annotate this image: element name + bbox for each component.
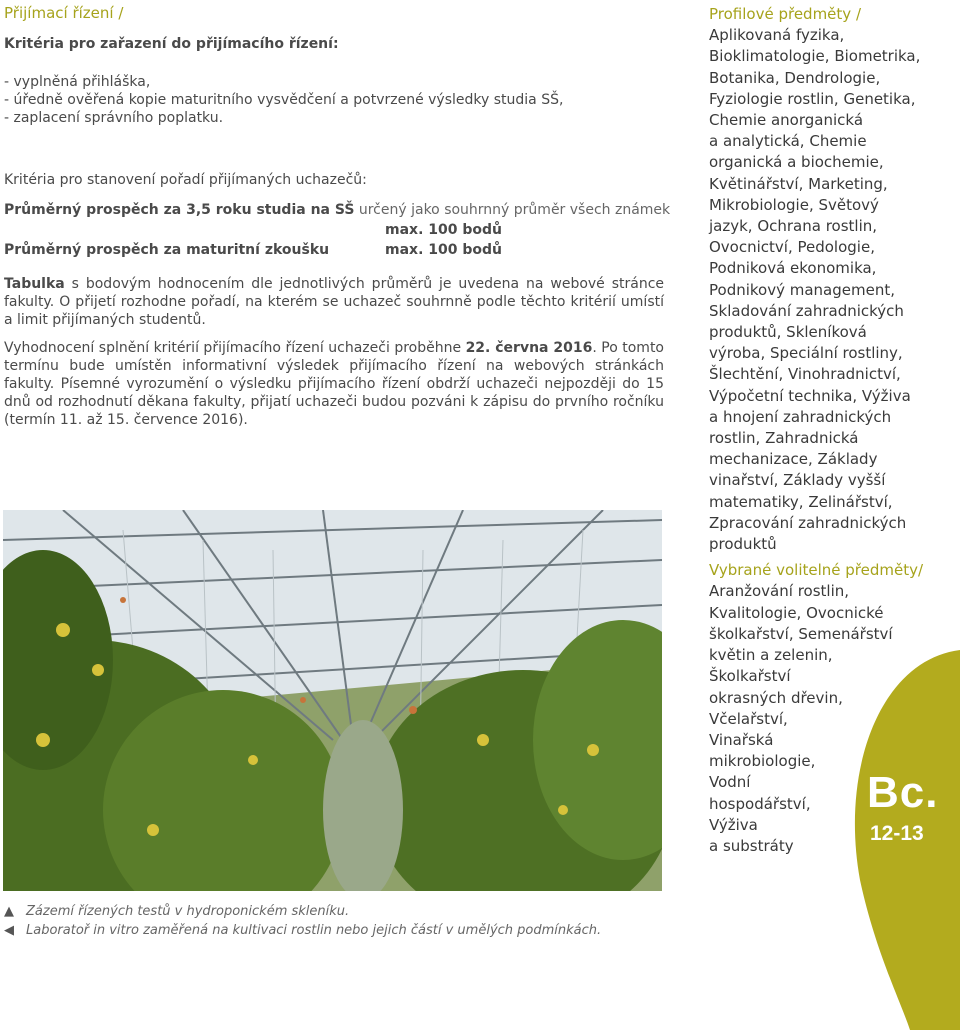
ranking-row-label: Průměrný prospěch za maturitní zkoušku [4, 242, 330, 258]
ranking-row-label: Průměrný prospěch za 3,5 roku studia na SŠ [4, 202, 355, 218]
list-item: vinařství, Základy vyšší [709, 471, 886, 490]
arrow-left-icon: ◀ [4, 923, 14, 938]
list-item: - úředně ověřená kopie maturitního vysvědčení a potvrzené výsledky studia SŠ, [4, 92, 564, 108]
list-item: Botanika, Dendrologie, [709, 68, 881, 87]
table-paragraph [4, 275, 664, 329]
ranking-row-2 [4, 241, 664, 261]
caption [4, 923, 601, 942]
arrow-up-icon: ▲ [4, 904, 14, 919]
list-item: Podniková ekonomika, [709, 259, 877, 278]
max-points: max. 100 bodů [385, 242, 502, 258]
list-item: Vodní [709, 773, 751, 792]
list-item: a analytická, Chemie [709, 132, 867, 151]
list-item: jazyk, Ochrana rostlin, [709, 217, 878, 236]
ranking-row-1-points [4, 221, 664, 241]
list-item: školkařství, Semenářství [709, 624, 893, 643]
list-item: Podnikový management, [709, 280, 895, 299]
list-item: Školkařství [709, 667, 791, 686]
list-item: Mikrobiologie, Světový [709, 195, 879, 214]
caption-text: Zázemí řízených testů v hydroponickém skleníku. [26, 904, 350, 919]
criteria-list [4, 73, 664, 127]
evaluation-text-b: . Po tomto termínu bude umístěn informativní výsledek přijímacího řízení na webových stránkách fakulty. Písemné vyrozumění o výsledku přijímacího řízení obdrží uchazeči nejpozději do 15 dnů od rozhodnutí děkana fakulty, přijatí uchazeči budou pozváni k zápisu do prvního ročníku (termín 11. až 15. července 2016). [4, 340, 664, 428]
list-item: Květinářství, Marketing, [709, 174, 888, 193]
caption [4, 904, 601, 923]
max-points: max. 100 bodů [385, 222, 502, 238]
list-item: Fyziologie rostlin, Genetika, [709, 89, 916, 108]
list-item: Aranžování rostlin, [709, 582, 850, 601]
list-item: - vyplněná přihláška, [4, 74, 151, 90]
list-item: Aplikovaná fyzika, [709, 26, 845, 45]
list-item: Bioklimatologie, Biometrika, [709, 47, 921, 66]
greenhouse-illustration [3, 510, 662, 891]
greenhouse-photo [3, 510, 662, 891]
list-item: Vinařská [709, 730, 774, 749]
list-item: květin a zelenin, [709, 646, 833, 665]
subjects-column [709, 4, 959, 857]
section-title: Přijímací řízení / [4, 4, 124, 22]
ranking-heading: Kritéria pro stanovení pořadí přijímaných uchazečů: [4, 172, 367, 188]
list-item: a substráty [709, 836, 794, 855]
list-item: Ovocnictví, Pedologie, [709, 238, 875, 257]
evaluation-date: 22. června 2016 [465, 340, 593, 356]
list-item: rostlin, Zahradnická [709, 429, 859, 448]
profile-subjects-heading: Profilové předměty / [709, 5, 861, 23]
table-word: Tabulka [4, 276, 65, 292]
list-item: organická a biochemie, [709, 153, 884, 172]
ranking-row-1 [4, 201, 671, 221]
list-item: Chemie anorganická [709, 111, 864, 130]
photo-captions [4, 904, 601, 942]
list-item: Skladování zahradnických [709, 301, 904, 320]
list-item: - zaplacení správního poplatku. [4, 110, 224, 126]
list-item: Výpočetní technika, Výživa [709, 386, 911, 405]
evaluation-text-a: Vyhodnocení splnění kritérií přijímacího řízení uchazeči proběhne [4, 340, 466, 356]
list-item: produktů [709, 535, 777, 554]
list-item: výroba, Speciální rostliny, [709, 344, 903, 363]
list-item: hospodářství, [709, 794, 811, 813]
degree-label: Bc. [867, 768, 939, 817]
list-item: Šlechtění, Vinohradnictví, [709, 365, 901, 384]
list-item: Včelařství, [709, 709, 788, 728]
list-item: produktů, Skleníková [709, 323, 867, 342]
criteria-heading: Kritéria pro zařazení do přijímacího řízení: [4, 36, 339, 52]
table-paragraph-text: s bodovým hodnocením dle jednotlivých průměrů je uvedena na webové stránce fakulty. O přijetí rozhodne pořadí, na kterém se uchazeč souhrnně podle těchto kritérií umístí a limit přijímaných studentů. [4, 276, 664, 328]
list-item: mechanizace, Základy [709, 450, 878, 469]
list-item: matematiky, Zelinářství, [709, 492, 893, 511]
evaluation-paragraph [4, 339, 664, 429]
list-item: Výživa [709, 815, 758, 834]
elective-subjects-heading: Vybrané volitelné předměty/ [709, 561, 924, 580]
list-item: okrasných dřevin, [709, 688, 843, 707]
list-item: mikrobiologie, [709, 752, 816, 771]
admission-section [4, 4, 671, 429]
list-item: a hnojení zahradnických [709, 407, 892, 426]
caption-text: Laboratoř in vitro zaměřená na kultivaci rostlin nebo jejich částí v umělých podmínkách. [26, 923, 602, 938]
list-item: Kvalitologie, Ovocnické [709, 603, 884, 622]
list-item: Zpracování zahradnických [709, 513, 907, 532]
ranking-row-detail: určený jako souhrnný průměr všech známek [354, 202, 671, 218]
page-numbers: 12-13 [870, 822, 924, 845]
profile-subjects-list [709, 25, 959, 555]
